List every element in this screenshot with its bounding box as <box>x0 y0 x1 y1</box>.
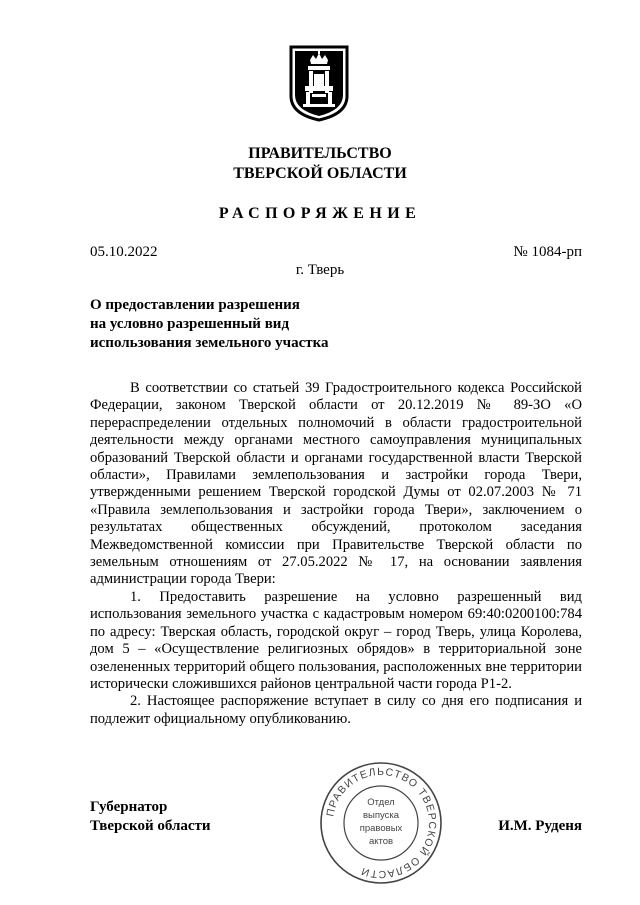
coat-of-arms-icon <box>288 44 350 122</box>
stamp-center-line: выпуска <box>362 810 400 821</box>
item-1-paragraph: 1. Предоставить разрешение на условно разрешенный вид использования земельного участка с кадастровым номером 69:40:0200100:784 по адресу: Тверская область, городской округ – город Тверь, улица Королева, дом 5 – «Осуществление религиозных обрядов» в территориальной зоне озелененных территорий общего пользования, расположенных вне территории исторически сложившихся районов центральной части города Р1-2. <box>90 588 582 692</box>
signatory-position-line: Губернатор <box>90 799 168 815</box>
document-city: г. Тверь <box>295 262 345 278</box>
item-2-paragraph: 2. Настоящее распоряжение вступает в силу со дня его подписания и подлежит официальному опубликованию. <box>90 693 582 727</box>
signatory-position-line: Тверской области <box>90 818 211 834</box>
official-stamp <box>318 760 444 886</box>
stamp-center-line: актов <box>368 836 394 847</box>
signatory-position <box>90 798 211 836</box>
subject-line: О предоставлении разрешения <box>90 297 300 313</box>
stamp-ring-text: ПРАВИТЕЛЬСТВО ТВЕРСКОЙ ОБЛАСТИ <box>324 765 439 881</box>
signatory-name: И.М. Руденя <box>498 818 582 834</box>
preamble-paragraph: В соответствии со статьей 39 Градостроительного кодекса Российской Федерации, законом Тверской области от 20.12.2019 № 89-ЗО «О перераспределении отдельных полномочий в области градостроительной деятельности между органами местного самоуправления муниципальных образований Тверской области и органами государственной власти Тверской области», Правилами землепользования и застройки города Твери, утвержденными решением Тверской городской Думы от 02.07.2003 № 71 «Правила землепользования и застройки города Твери», заключением о результатах общественных обсуждений, протоколом заседания Межведомственной комиссии при Правительстве Тверской области по земельным отношениям от 27.05.2022 № 17, на основании заявления администрации города Твери: <box>90 380 582 588</box>
org-name-line2: ТВЕРСКОЙ ОБЛАСТИ <box>233 165 407 182</box>
document-subject <box>90 296 329 353</box>
subject-line: на условно разрешенный вид <box>90 316 290 332</box>
document-date: 05.10.2022 <box>90 244 158 260</box>
org-name-line1: ПРАВИТЕЛЬСТВО <box>248 145 392 162</box>
stamp-center-line: правовых <box>359 823 403 834</box>
document-body <box>90 380 582 728</box>
subject-line: использования земельного участка <box>90 335 329 351</box>
document-number: № 1084-рп <box>513 244 582 260</box>
stamp-center-line: Отдел <box>367 797 395 808</box>
document-type: РАСПОРЯЖЕНИЕ <box>218 205 422 222</box>
